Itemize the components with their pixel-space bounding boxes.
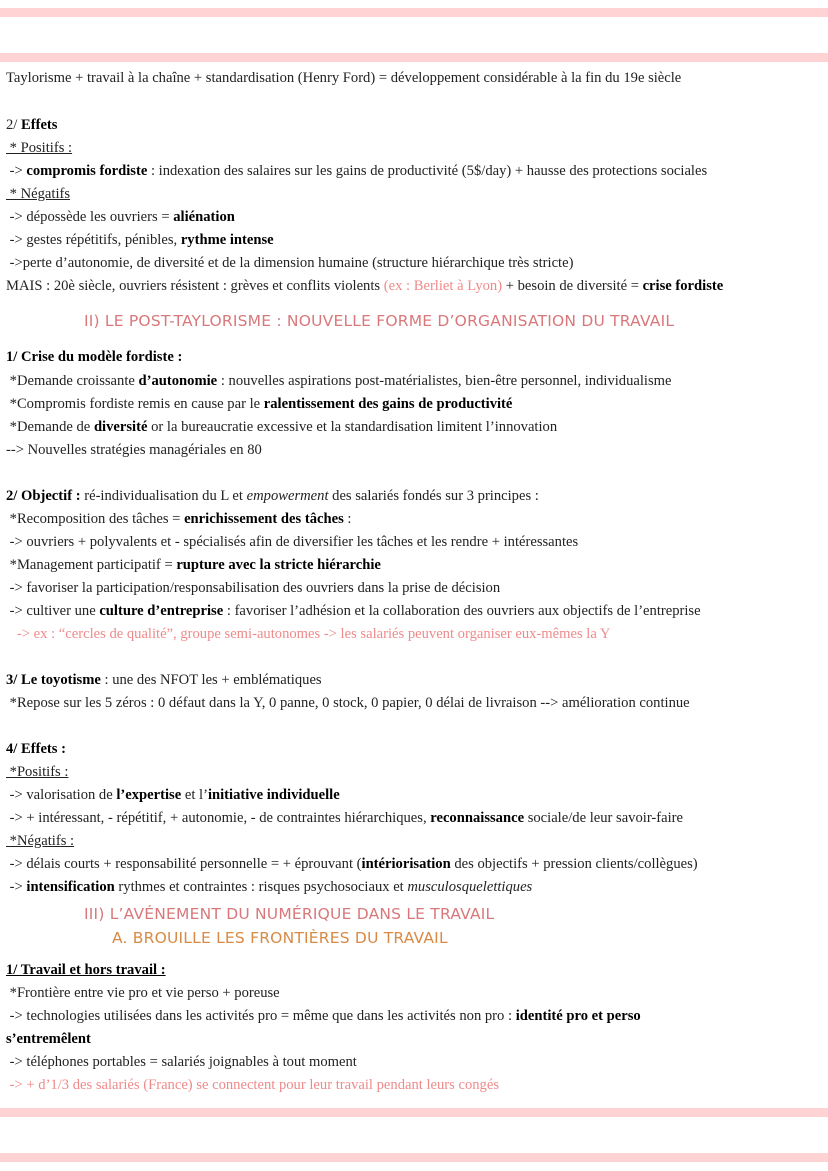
text-line xyxy=(6,1007,641,1025)
text-line xyxy=(6,694,690,712)
text-segment: culture d’entreprise xyxy=(99,603,224,619)
text-segment: : favoriser l’adhésion et la collaboration des ouvriers aux objectifs de l’entreprise xyxy=(223,603,701,619)
text-segment: des objectifs + pression clients/collègues) xyxy=(450,856,698,872)
text-segment: : indexation des salaires sur les gains de productivité (5$/day) + hausse des protections sociales xyxy=(147,163,708,179)
text-segment: intensification xyxy=(26,879,115,895)
text-segment: : xyxy=(343,511,352,527)
text-segment: et l’ xyxy=(181,787,208,803)
text-line xyxy=(6,602,701,620)
text-segment: -> ex : “cercles de qualité”, groupe semi-autonomes -> les salariés peuvent organiser eux-mêmes la Y xyxy=(6,626,611,642)
text-segment: 1/ Crise du modèle fordiste : xyxy=(6,349,183,365)
text-segment: *Compromis fordiste remis en cause par le xyxy=(6,396,264,412)
text-line xyxy=(6,832,74,850)
text-segment: diversité xyxy=(93,419,148,435)
text-segment: *Demande croissante xyxy=(6,373,139,389)
text-segment: rythme intense xyxy=(180,232,274,248)
text-segment: ->perte d’autonomie, de diversité et de la dimension humaine (structure hiérarchique très stricte) xyxy=(6,255,574,271)
text-segment: -> téléphones portables = salariés joignables à tout moment xyxy=(6,1054,357,1070)
text-line xyxy=(6,961,166,979)
text-segment: rythmes et contraintes : risques psychosociaux et xyxy=(114,879,408,895)
text-segment: l’expertise xyxy=(116,787,182,803)
text-line xyxy=(6,116,57,134)
text-segment: -> technologies utilisées dans les activités pro = même que dans les activités non pro : xyxy=(6,1008,516,1024)
text-segment: : nouvelles aspirations post-matérialistes, bien-être personnel, individualisme xyxy=(217,373,672,389)
text-segment: * Négatifs xyxy=(6,186,71,202)
text-line xyxy=(6,1076,499,1094)
section-heading-3: III) L’AVÉNEMENT DU NUMÉRIQUE DANS LE TRAVAIL xyxy=(84,905,495,923)
text-segment: intériorisation xyxy=(361,856,451,872)
text-line xyxy=(6,878,532,896)
text-line xyxy=(6,786,340,804)
text-line xyxy=(6,763,68,781)
text-segment: -> xyxy=(6,163,27,179)
text-segment: -> + d’1/3 des salariés (France) se connectent pour leur travail pendant leurs congés xyxy=(6,1077,500,1093)
text-segment: -> dépossède les ouvriers = xyxy=(6,209,174,225)
text-line xyxy=(6,418,557,436)
text-segment: + besoin de diversité = xyxy=(502,278,643,294)
text-segment: initiative individuelle xyxy=(207,787,340,803)
page-divider-band xyxy=(0,1153,828,1162)
text-line xyxy=(6,556,381,574)
text-line xyxy=(6,231,274,249)
text-line xyxy=(6,533,578,551)
text-segment: -> gestes répétitifs, pénibles, xyxy=(6,232,181,248)
text-segment: d’autonomie xyxy=(138,373,218,389)
text-segment: Effets xyxy=(21,117,58,133)
text-segment: *Management participatif = xyxy=(6,557,177,573)
text-segment: musculosquelettiques xyxy=(407,879,533,895)
text-line xyxy=(6,625,610,643)
subsection-heading-3a: A. BROUILLE LES FRONTIÈRES DU TRAVAIL xyxy=(112,929,448,947)
text-line xyxy=(6,348,182,366)
text-segment: *Repose sur les 5 zéros : 0 défaut dans la Y, 0 panne, 0 stock, 0 papier, 0 délai de livraison --> amélioration continue xyxy=(6,695,690,711)
text-line xyxy=(6,208,235,226)
text-line xyxy=(6,277,723,295)
text-line xyxy=(6,579,500,597)
text-segment: enrichissement des tâches xyxy=(184,511,344,527)
text-segment: -> + intéressant, - répétitif, + autonomie, - de contraintes hiérarchiques, xyxy=(6,810,431,826)
text-segment: or la bureaucratie excessive et la standardisation limitent l’innovation xyxy=(147,419,558,435)
text-line xyxy=(6,139,72,157)
text-segment: -> valorisation de xyxy=(6,787,117,803)
text-segment: 2/ Objectif : xyxy=(6,488,81,504)
text-segment: *Frontière entre vie pro et vie perso + poreuse xyxy=(6,985,280,1001)
text-line xyxy=(6,162,707,180)
text-segment: ralentissement des gains de productivité xyxy=(263,396,513,412)
text-segment: compromis fordiste xyxy=(26,163,148,179)
text-segment: identité pro et perso xyxy=(515,1008,641,1024)
text-segment: -> favoriser la participation/responsabilisation des ouvriers dans la prise de décision xyxy=(6,580,501,596)
page-divider-band xyxy=(0,53,828,62)
page-divider-band xyxy=(0,1108,828,1117)
text-segment: *Demande de xyxy=(6,419,94,435)
text-segment: reconnaissance xyxy=(430,810,525,826)
text-line xyxy=(6,984,280,1002)
text-line xyxy=(6,809,683,827)
text-segment: aliénation xyxy=(173,209,235,225)
text-line xyxy=(6,1053,357,1071)
section-heading-2: II) LE POST-TAYLORISME : NOUVELLE FORME D’ORGANISATION DU TRAVAIL xyxy=(84,312,675,330)
text-line xyxy=(6,254,573,272)
text-segment: 4/ Effets : xyxy=(6,741,66,757)
text-segment: crise fordiste xyxy=(642,278,724,294)
text-segment: des salariés fondés sur 3 principes : xyxy=(328,488,539,504)
text-segment: 1/ Travail et hors travail : xyxy=(6,962,166,978)
text-segment: sociale/de leur savoir-faire xyxy=(524,810,683,826)
text-segment: ré-individualisation du L et xyxy=(80,488,247,504)
text-line xyxy=(6,441,262,459)
text-segment: --> Nouvelles stratégies managériales en 80 xyxy=(6,442,262,458)
text-line xyxy=(6,671,322,689)
text-segment: *Recomposition des tâches = xyxy=(6,511,185,527)
text-segment: (ex : Berliet à Lyon) xyxy=(383,278,503,294)
text-segment: MAIS : 20è siècle, ouvriers résistent : grèves et conflits violents xyxy=(6,278,384,294)
text-segment: -> cultiver une xyxy=(6,603,100,619)
text-segment: * Positifs : xyxy=(6,140,73,156)
text-line xyxy=(6,185,70,203)
text-segment: -> délais courts + responsabilité personnelle = + éprouvant ( xyxy=(6,856,362,872)
text-line xyxy=(6,740,66,758)
text-line xyxy=(6,395,512,413)
text-segment: empowerment xyxy=(246,488,329,504)
text-segment: Taylorisme + travail à la chaîne + standardisation (Henry Ford) = développement considérable à la fin du 19e siècle xyxy=(6,70,682,86)
text-segment: s’entremêlent xyxy=(6,1031,91,1047)
text-segment: -> xyxy=(6,879,27,895)
text-line xyxy=(6,510,351,528)
text-line xyxy=(6,855,698,873)
text-segment: 3/ Le toyotisme xyxy=(6,672,101,688)
text-segment: 2/ xyxy=(6,117,21,133)
text-segment: *Négatifs : xyxy=(6,833,75,849)
text-segment: : une des NFOT les + emblématiques xyxy=(100,672,322,688)
text-segment: *Positifs : xyxy=(6,764,69,780)
text-line xyxy=(6,487,539,505)
text-line xyxy=(6,1030,91,1048)
text-segment: -> ouvriers + polyvalents et - spécialisés afin de diversifier les tâches et les rendre + intéressantes xyxy=(6,534,579,550)
text-line xyxy=(6,69,681,87)
page-divider-band xyxy=(0,8,828,17)
text-line xyxy=(6,372,672,390)
text-segment: rupture avec la stricte hiérarchie xyxy=(176,557,381,573)
